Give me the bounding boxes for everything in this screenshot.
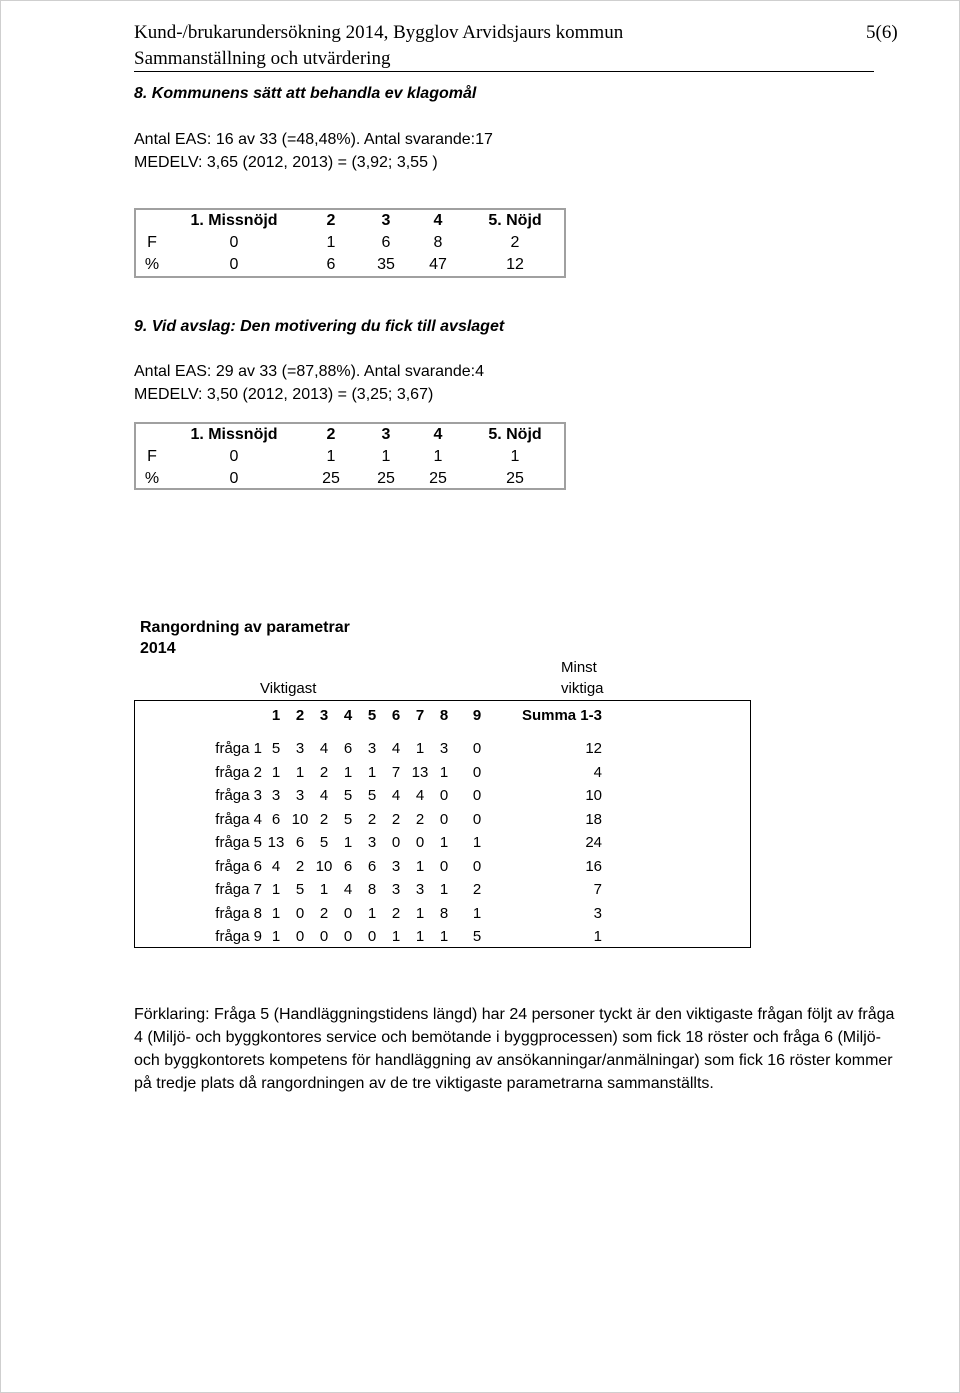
table-cell: 1 [439, 763, 449, 781]
table-cell: 4 [391, 740, 401, 758]
header-cell: 5. Nöjd [488, 212, 542, 229]
header-cell: 1. Missnöjd [190, 426, 278, 443]
table-row [135, 737, 608, 761]
table-row [136, 468, 564, 490]
table-cell: 8 [439, 904, 449, 922]
table-cell: 0 [472, 763, 482, 781]
table-cell: 2 [415, 810, 425, 828]
table-cell: 6 [343, 857, 353, 875]
header-cell: 8 [439, 706, 449, 724]
table-cell: 1 [343, 834, 353, 852]
table-cell: 0 [472, 740, 482, 758]
table-row [135, 855, 608, 879]
table-cell: 5 [343, 787, 353, 805]
table-cell: 0 [295, 928, 305, 946]
header-cell: 1 [271, 706, 281, 724]
header-cell: 5 [367, 706, 377, 724]
header-cell: 6 [391, 706, 401, 724]
table-cell: 13 [267, 834, 285, 852]
table-cell: 1 [472, 834, 482, 852]
table-cell: 2 [391, 904, 401, 922]
table-cell: 1 [295, 763, 305, 781]
section-8-stats-line-1: Antal EAS: 16 av 33 (=48,48%). Antal svarande:17 [134, 131, 493, 148]
section-9-table [134, 422, 566, 490]
table-cell: 25 [429, 470, 447, 487]
table-cell: 2 [472, 881, 482, 899]
header-cell: 2 [295, 706, 305, 724]
section-8-title: 8. Kommunens sätt att behandla ev klagomål [134, 85, 477, 102]
row-label: fråga 3 [215, 787, 262, 805]
table-cell: 3 [271, 787, 281, 805]
table-cell: 0 [343, 928, 353, 946]
table-cell: 2 [319, 763, 329, 781]
row-label: % [144, 470, 160, 487]
page-number: 5(6) [866, 22, 898, 43]
table-cell: 0 [295, 904, 305, 922]
table-cell: 10 [291, 810, 309, 828]
table-cell: 3 [295, 787, 305, 805]
table-cell: 5 [319, 834, 329, 852]
table-cell: 3 [439, 740, 449, 758]
table-cell: 4 [343, 881, 353, 899]
section-9-stats-line-2: MEDELV: 3,50 (2012, 2013) = (3,25; 3,67) [134, 386, 434, 403]
header-cell: 5. Nöjd [488, 426, 542, 443]
table-cell: 1 [367, 763, 377, 781]
table-cell: 2 [391, 810, 401, 828]
sum-cell: 4 [593, 763, 602, 781]
table-cell: 1 [415, 928, 425, 946]
ranking-year: 2014 [140, 640, 176, 657]
table-cell: 8 [367, 881, 377, 899]
header-cell: 1. Missnöjd [190, 212, 278, 229]
table-cell: 0 [391, 834, 401, 852]
row-label: fråga 5 [215, 834, 262, 852]
table-row [136, 232, 564, 254]
section-9-title: 9. Vid avslag: Den motivering du fick till avslaget [134, 318, 505, 335]
explanation-paragraph: Förklaring: Fråga 5 (Handläggningstidens längd) har 24 personer tyckt är den viktigaste frågan följt av fråga 4 (Miljö- och byggkontores service och bemötande i byggprocessen) som fick 18 röster och fråga 6 (Miljö- och byggkontorets kompetens för handläggning av ansökanningar/anmälningar) som fick 16 röster kommer på tredje plats då rangordningen av de tre viktigaste parametrarna sammanställts. [134, 1006, 895, 1092]
table-cell: 1 [271, 763, 281, 781]
table-cell: 2 [367, 810, 377, 828]
table-cell: 0 [472, 787, 482, 805]
table-cell: 1 [391, 928, 401, 946]
row-label: fråga 1 [215, 740, 262, 758]
table-cell: 1 [381, 448, 391, 465]
sum-cell: 10 [585, 787, 602, 805]
table-cell: 1 [343, 763, 353, 781]
table-cell: 25 [322, 470, 340, 487]
table-cell: 6 [343, 740, 353, 758]
table-cell: 25 [506, 470, 524, 487]
table-cell: 6 [295, 834, 305, 852]
table-cell: 6 [381, 234, 391, 251]
table-cell: 10 [315, 857, 333, 875]
header-cell: 2 [326, 212, 336, 229]
sum-cell: 24 [585, 834, 602, 852]
table-cell: 0 [472, 810, 482, 828]
table-cell: 0 [439, 787, 449, 805]
table-cell: 0 [229, 234, 239, 251]
table-row [135, 878, 608, 902]
table-row [136, 254, 564, 276]
table-cell: 6 [271, 810, 281, 828]
table-cell: 0 [343, 904, 353, 922]
table-cell: 3 [295, 740, 305, 758]
row-label: fråga 4 [215, 810, 262, 828]
table-cell: 5 [367, 787, 377, 805]
section-8-table [134, 208, 566, 278]
ranking-title: Rangordning av parametrar [140, 619, 350, 636]
table-cell: 0 [439, 857, 449, 875]
header-cell: 9 [472, 706, 482, 724]
table-cell: 0 [472, 857, 482, 875]
table-cell: 5 [472, 928, 482, 946]
header-cell: 4 [433, 426, 443, 443]
label-least-important-line-1: Minst [561, 659, 597, 676]
table-cell: 0 [229, 448, 239, 465]
table-cell: 12 [506, 256, 524, 273]
sum-cell: 3 [593, 904, 602, 922]
row-label: F [147, 234, 157, 251]
table-cell: 4 [271, 857, 281, 875]
table-cell: 5 [343, 810, 353, 828]
table-cell: 1 [439, 881, 449, 899]
table-cell: 2 [319, 904, 329, 922]
table-cell: 5 [295, 881, 305, 899]
header-cell: 7 [415, 706, 425, 724]
table-cell: 6 [367, 857, 377, 875]
table-cell: 0 [319, 928, 329, 946]
document-subtitle: Sammanställning och utvärdering [134, 48, 391, 69]
header-cell: 2 [326, 426, 336, 443]
table-cell: 2 [510, 234, 520, 251]
document-title: Kund-/brukarundersökning 2014, Bygglov Arvidsjaurs kommun [134, 22, 624, 43]
table-cell: 5 [271, 740, 281, 758]
row-label: fråga 6 [215, 857, 262, 875]
table-cell: 6 [326, 256, 336, 273]
sum-cell: 1 [593, 928, 602, 946]
sum-cell: 7 [593, 881, 602, 899]
table-cell: 0 [367, 928, 377, 946]
table-cell: 1 [271, 928, 281, 946]
header-cell: 3 [381, 212, 391, 229]
label-most-important: Viktigast [260, 680, 317, 697]
ranking-table [134, 700, 751, 948]
table-row [135, 831, 608, 855]
table-cell: 0 [415, 834, 425, 852]
table-cell: 1 [415, 904, 425, 922]
table-cell: 7 [391, 763, 401, 781]
table-cell: 1 [433, 448, 443, 465]
header-rule [134, 71, 874, 72]
table-cell: 0 [229, 470, 239, 487]
table-row [135, 808, 608, 832]
table-cell: 4 [319, 740, 329, 758]
section-8-table-header [136, 210, 564, 232]
table-cell: 2 [295, 857, 305, 875]
header-cell: 3 [319, 706, 329, 724]
table-cell: 3 [367, 740, 377, 758]
table-cell: 47 [429, 256, 447, 273]
table-cell: 1 [439, 928, 449, 946]
table-row [136, 446, 564, 468]
table-cell: 2 [319, 810, 329, 828]
section-8-stats-line-2: MEDELV: 3,65 (2012, 2013) = (3,92; 3,55 ) [134, 154, 438, 171]
table-cell: 1 [439, 834, 449, 852]
section-9-table-header [136, 424, 564, 446]
table-cell: 35 [377, 256, 395, 273]
row-label: F [147, 448, 157, 465]
table-cell: 1 [472, 904, 482, 922]
table-cell: 1 [510, 448, 520, 465]
table-row [135, 925, 608, 949]
label-least-important-line-2: viktiga [561, 680, 604, 697]
table-cell: 0 [439, 810, 449, 828]
table-cell: 1 [415, 857, 425, 875]
table-row [135, 902, 608, 926]
table-row [135, 784, 608, 808]
row-label: fråga 7 [215, 881, 262, 899]
header-cell: 3 [381, 426, 391, 443]
table-cell: 4 [391, 787, 401, 805]
table-cell: 4 [415, 787, 425, 805]
row-label: fråga 2 [215, 763, 262, 781]
table-row [135, 761, 608, 785]
sum-cell: 18 [585, 810, 602, 828]
row-label: fråga 9 [215, 928, 262, 946]
table-cell: 13 [411, 763, 429, 781]
row-label: fråga 8 [215, 904, 262, 922]
table-cell: 1 [326, 234, 336, 251]
table-cell: 3 [415, 881, 425, 899]
table-cell: 4 [319, 787, 329, 805]
table-cell: 1 [367, 904, 377, 922]
table-cell: 1 [319, 881, 329, 899]
sum-cell: 16 [585, 857, 602, 875]
table-cell: 3 [391, 857, 401, 875]
table-cell: 25 [377, 470, 395, 487]
table-cell: 1 [326, 448, 336, 465]
table-cell: 3 [367, 834, 377, 852]
table-cell: 1 [271, 881, 281, 899]
table-cell: 1 [415, 740, 425, 758]
table-cell: 0 [229, 256, 239, 273]
table-cell: 3 [391, 881, 401, 899]
table-cell: 8 [433, 234, 443, 251]
table-cell: 1 [271, 904, 281, 922]
section-9-stats-line-1: Antal EAS: 29 av 33 (=87,88%). Antal svarande:4 [134, 363, 484, 380]
row-label: % [144, 256, 160, 273]
header-cell: Summa 1-3 [521, 706, 602, 724]
ranking-header [135, 701, 608, 729]
sum-cell: 12 [585, 740, 602, 758]
header-cell: 4 [343, 706, 353, 724]
header-cell: 4 [433, 212, 443, 229]
